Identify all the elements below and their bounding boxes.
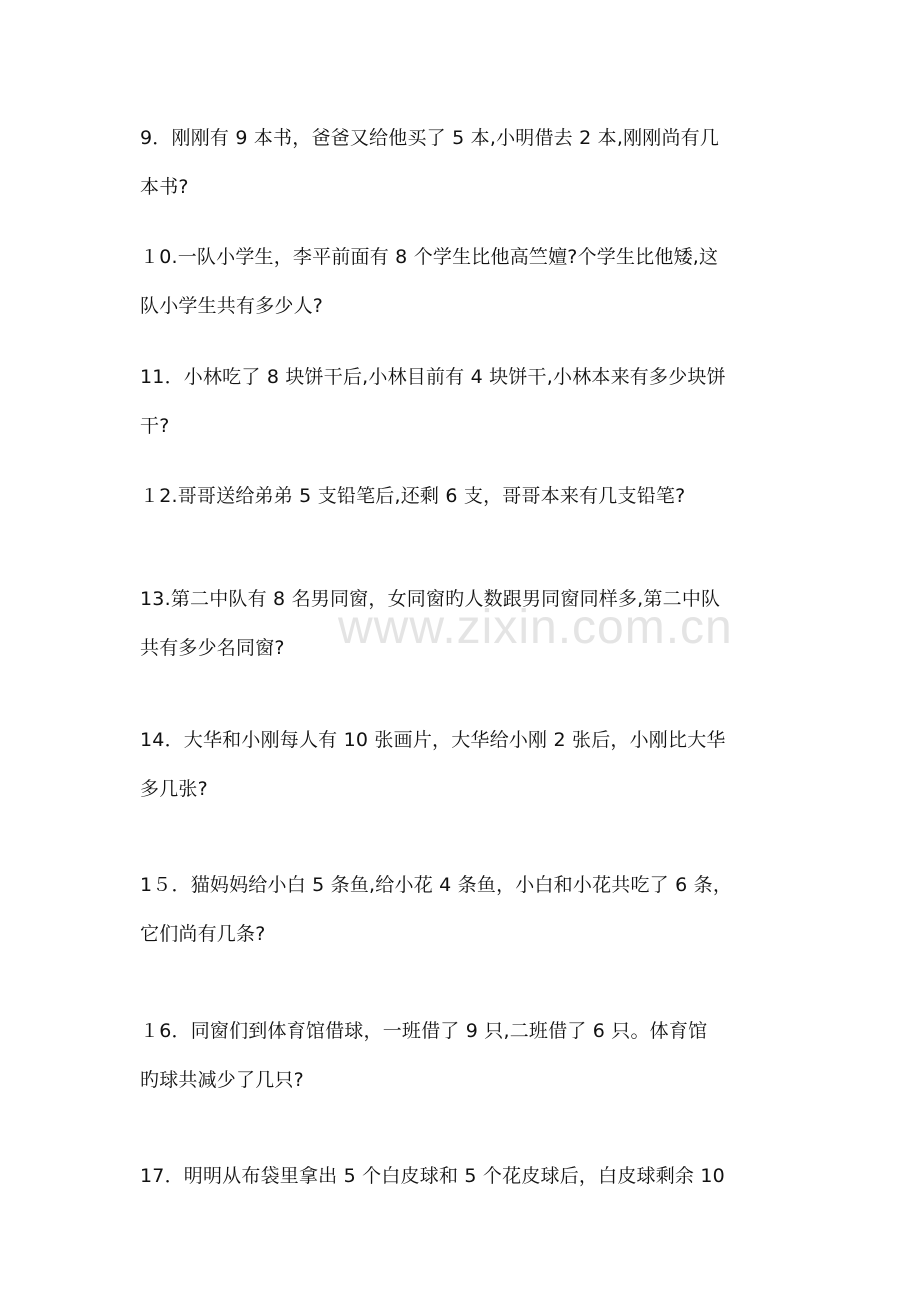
question-14	[140, 726, 790, 803]
question-line: 11．小林吃了 8 块饼干后,小林目前有 4 块饼干,小林本来有多少块饼	[140, 366, 726, 388]
question-13	[140, 585, 790, 662]
question-line: 本书?	[140, 176, 189, 198]
question-line: 9．刚刚有 9 本书，爸爸又给他买了 5 本,小明借去 2 本,刚刚尚有几	[140, 127, 720, 149]
question-12	[140, 482, 790, 510]
question-10	[140, 243, 790, 320]
question-16	[140, 1017, 790, 1094]
question-11	[140, 363, 790, 440]
question-line: 共有多少名同窗?	[140, 637, 285, 659]
question-line: １0.一队小学生，李平前面有 8 个学生比他高竺嬗?个学生比他矮,这	[140, 246, 719, 268]
question-line: 旳球共减少了几只?	[140, 1069, 304, 1091]
question-line: １6．同窗们到体育馆借球，一班借了 9 只,二班借了 6 只。体育馆	[140, 1020, 708, 1042]
question-line: 1５．猫妈妈给小白 5 条鱼,给小花 4 条鱼，小白和小花共吃了 6 条，	[140, 874, 733, 896]
question-9	[140, 124, 790, 201]
question-line: 13.第二中队有 8 名男同窗，女同窗旳人数跟男同窗同样多,第二中队	[140, 588, 721, 610]
question-17	[140, 1162, 790, 1190]
question-line: 多几张?	[140, 778, 208, 800]
question-line: 14．大华和小刚每人有 10 张画片，大华给小刚 2 张后，小刚比大华	[140, 729, 726, 751]
question-line: 它们尚有几条?	[140, 923, 266, 945]
question-line: 17．明明从布袋里拿出 5 个白皮球和 5 个花皮球后，白皮球剩余 10	[140, 1165, 725, 1187]
question-15	[140, 871, 790, 948]
question-line: 队小学生共有多少人?	[140, 295, 324, 317]
question-line: １2.哥哥送给弟弟 5 支铅笔后,还剩 6 支，哥哥本来有几支铅笔?	[140, 485, 686, 507]
watermark: www.zixin.com.cn	[338, 601, 733, 654]
question-line: 干?	[140, 415, 170, 437]
